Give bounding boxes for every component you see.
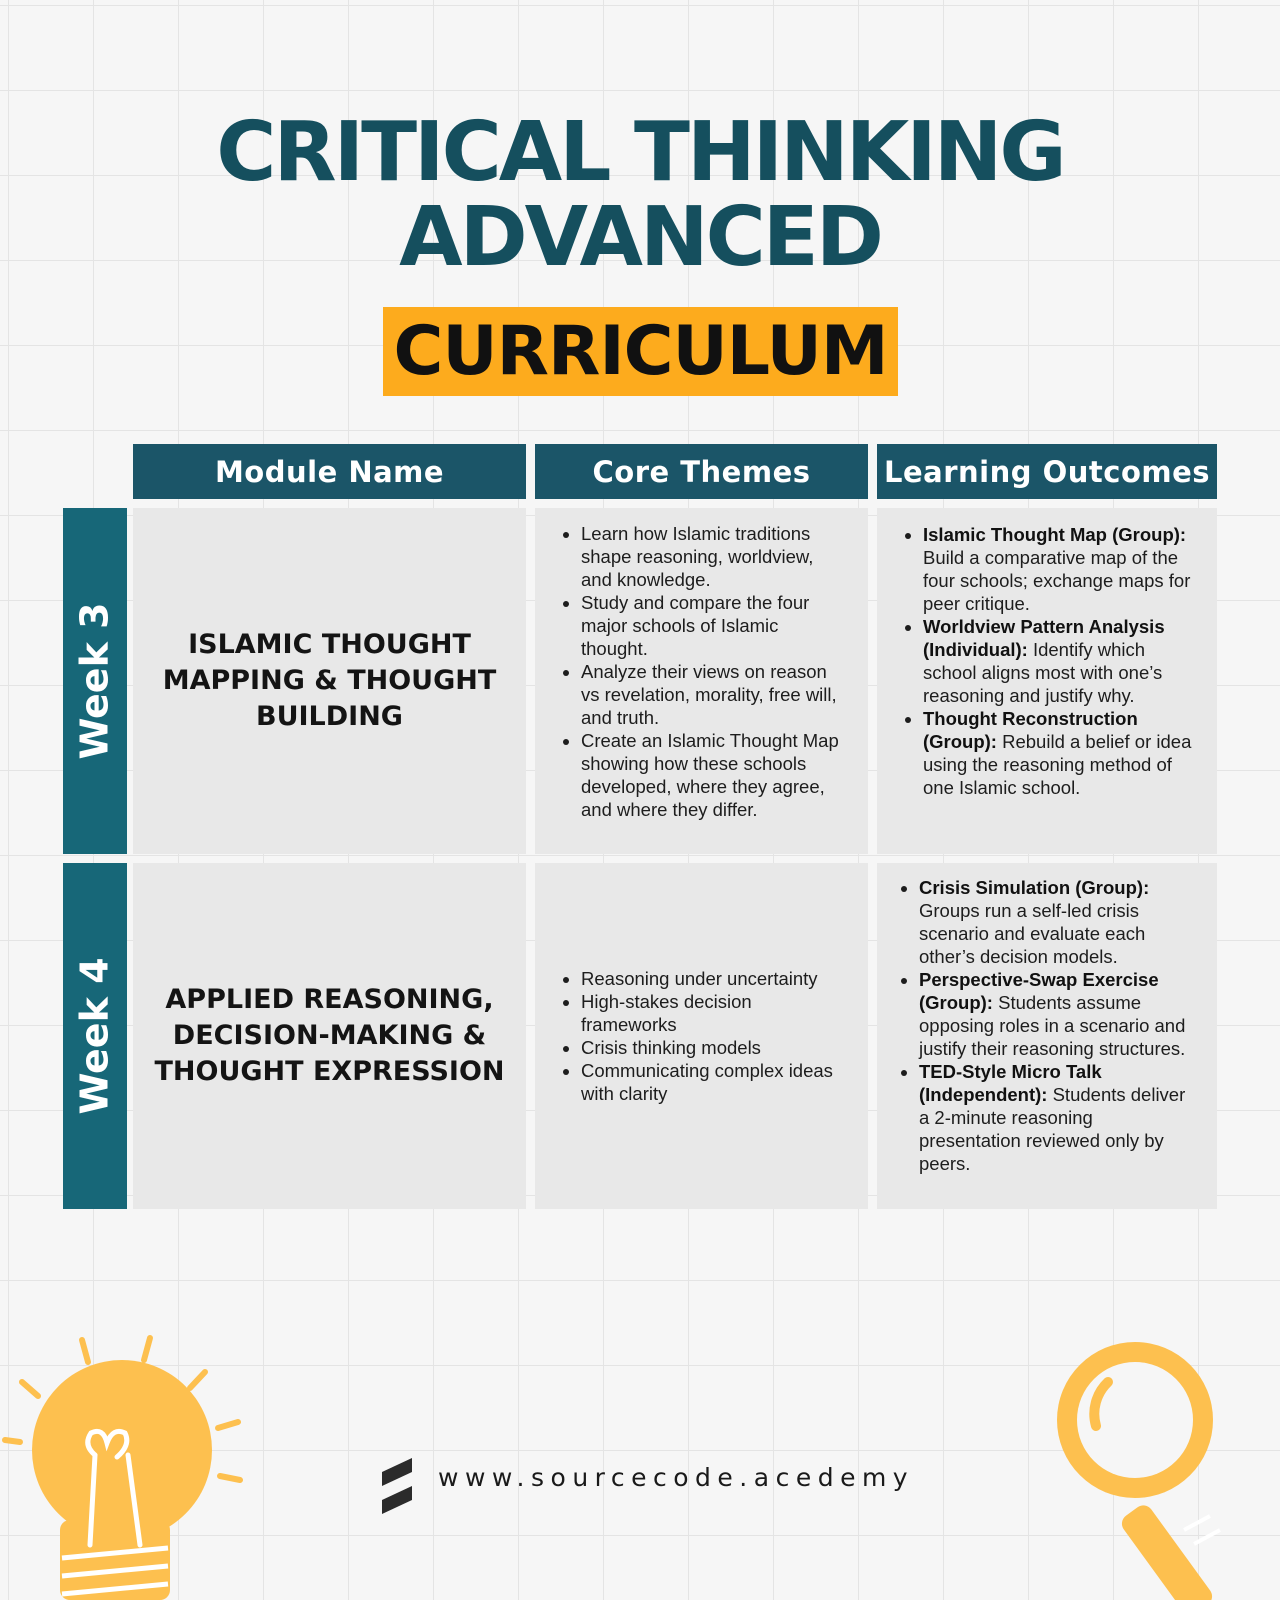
list-item: • Islamic Thought Map (Group): Build a comparative map of the four schools; exchange maps for peer critique. — [923, 523, 1195, 615]
list-item: • Reasoning under uncertainty — [581, 967, 844, 990]
curriculum-badge — [383, 307, 898, 396]
outcomes-list — [899, 876, 1197, 1175]
themes-list — [561, 522, 844, 821]
magnifier-icon — [1030, 1330, 1280, 1600]
list-item: • Analyze their views on reason vs revelation, morality, free will, and truth. — [581, 660, 844, 729]
week-4-label: Week 4 — [73, 957, 118, 1115]
list-item: • Thought Reconstruction (Group): Rebuild a belief or idea using the reasoning method of one Islamic school. — [923, 707, 1195, 799]
list-item: • Perspective-Swap Exercise (Group): Students assume opposing roles in a scenario and justify their reasoning structures. — [919, 968, 1197, 1060]
list-item: • Communicating complex ideas with clarity — [581, 1059, 844, 1105]
list-item: • Learn how Islamic traditions shape reasoning, worldview, and knowledge. — [581, 522, 844, 591]
module-title: ISLAMIC THOUGHT MAPPING & THOUGHT BUILDING — [162, 629, 497, 732]
list-item: • Crisis thinking models — [581, 1036, 844, 1059]
lightbulb-icon — [0, 1330, 270, 1600]
core-themes-week-3 — [535, 508, 868, 854]
curriculum-badge-label: CURRICULUM — [393, 312, 888, 391]
week-3-label: Week 3 — [73, 602, 118, 760]
module-title: APPLIED REASONING, DECISION-MAKING & THOUGHT EXPRESSION — [154, 984, 505, 1087]
header-module-name: Module Name — [133, 444, 526, 499]
themes-list — [561, 967, 844, 1105]
module-name-week-3 — [133, 508, 526, 854]
learning-outcomes-week-3 — [877, 508, 1217, 854]
list-item: • Study and compare the four major schools of Islamic thought. — [581, 591, 844, 660]
title-line-2: ADVANCED — [399, 190, 881, 285]
list-item: • Crisis Simulation (Group): Groups run a self-led crisis scenario and evaluate each other’s decision models. — [919, 876, 1197, 968]
list-item: • Create an Islamic Thought Map showing how these schools developed, where they agree, and where they differ. — [581, 729, 844, 821]
header-core-themes: Core Themes — [535, 444, 868, 499]
week-4-label-cell — [63, 863, 127, 1209]
header-learning-outcomes: Learning Outcomes — [877, 444, 1217, 499]
title-line-1: CRITICAL THINKING — [216, 105, 1064, 200]
module-name-week-4 — [133, 863, 526, 1209]
core-themes-week-4 — [535, 863, 868, 1209]
list-item: • Worldview Pattern Analysis (Individual): Identify which school aligns most with one’s reasoning and justify why. — [923, 615, 1195, 707]
list-item: • TED-Style Micro Talk (Independent): Students deliver a 2-minute reasoning presentation reviewed only by peers. — [919, 1060, 1197, 1175]
week-3-label-cell — [63, 508, 127, 854]
sourcecode-logo-icon — [378, 1456, 416, 1516]
outcomes-list — [903, 523, 1195, 799]
learning-outcomes-week-4 — [877, 863, 1217, 1209]
list-item: • High-stakes decision frameworks — [581, 990, 844, 1036]
website-url[interactable]: www.sourcecode.acedemy — [438, 1463, 915, 1492]
